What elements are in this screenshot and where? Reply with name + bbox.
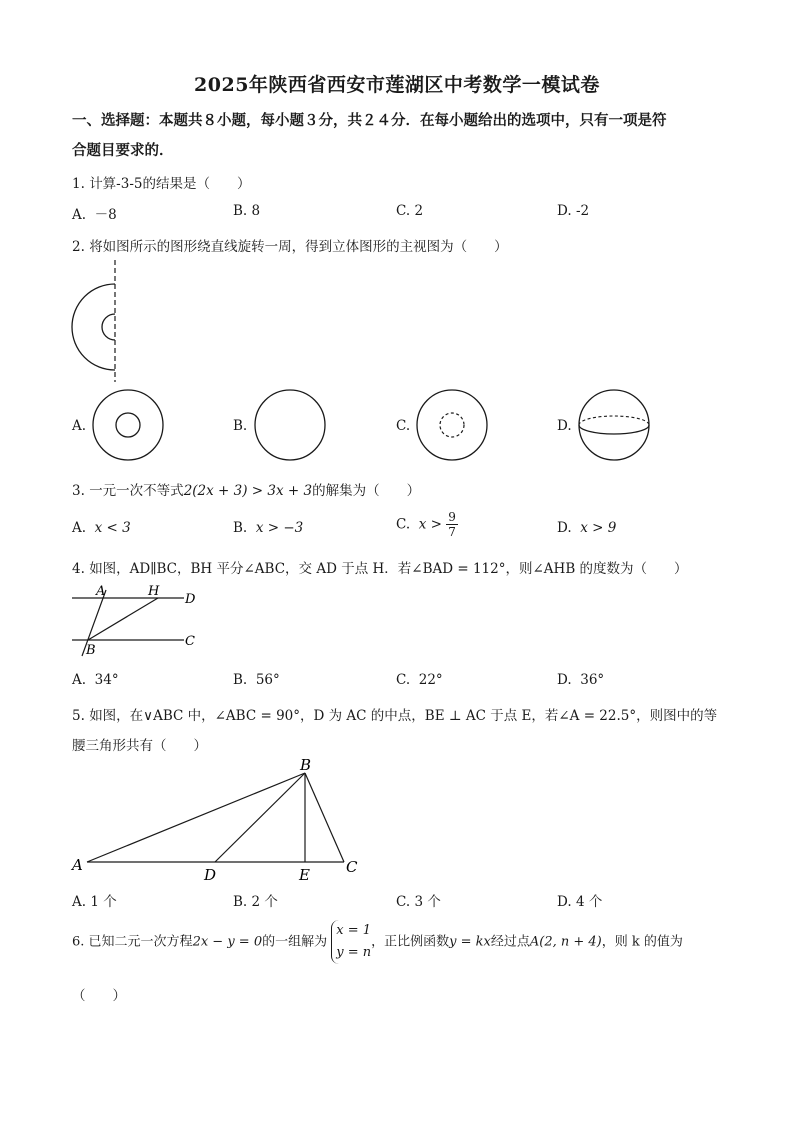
q3-option-d: D. x > 9 bbox=[557, 520, 617, 536]
inner-semicircle bbox=[102, 314, 115, 340]
q3-option-b: B. x > −3 bbox=[233, 520, 304, 536]
q5-triangle-figure bbox=[68, 754, 368, 884]
question-number: 4. bbox=[72, 561, 85, 577]
outer-circle bbox=[417, 390, 487, 460]
section-header-line-2: 合题目要求的． bbox=[72, 142, 174, 159]
q2-option-a-figure bbox=[90, 388, 166, 462]
equation-system: x = 1 y = n bbox=[331, 920, 371, 964]
question-6-stem-line-2: （ ） bbox=[72, 988, 126, 1004]
q5-option-a: A. 1 个 bbox=[72, 894, 117, 910]
q5-option-d: D. 4 个 bbox=[557, 894, 603, 910]
label-d: D bbox=[185, 592, 196, 607]
q4-option-d: D. 36° bbox=[557, 672, 605, 688]
question-number: 6. bbox=[72, 934, 85, 950]
label-b: B bbox=[86, 643, 96, 658]
dashed-inner-circle bbox=[440, 413, 464, 437]
label-h: H bbox=[148, 584, 160, 599]
fraction-nine-sevenths: $\frac{9}{7}$ bbox=[448, 510, 456, 539]
q2-option-c-figure bbox=[414, 388, 490, 462]
q2-option-b-label: B. bbox=[233, 418, 248, 434]
q2-option-a-label: A. bbox=[72, 418, 87, 434]
question-number: 1. bbox=[72, 176, 85, 192]
label-d: D bbox=[204, 866, 217, 884]
label-c: C bbox=[185, 634, 195, 649]
outer-circle bbox=[93, 390, 163, 460]
q4-option-a: A. 34° bbox=[72, 672, 119, 688]
q1-option-a: A. －8 bbox=[72, 207, 117, 223]
question-text: 将如图所示的图形绕直线旋转一周，得到立体图形的主视图为（ ） bbox=[89, 239, 508, 255]
q5-option-c: C. 3 个 bbox=[396, 894, 441, 910]
segment-bc bbox=[305, 773, 344, 862]
section-header bbox=[72, 106, 732, 166]
q2-option-c-label: C. bbox=[396, 418, 411, 434]
segment-bh bbox=[88, 598, 158, 640]
point-a: A(2, n + 4) bbox=[529, 934, 602, 950]
question-number: 2. bbox=[72, 239, 85, 255]
sphere-outline bbox=[579, 390, 649, 460]
q5-option-b: B. 2 个 bbox=[233, 894, 278, 910]
q2-rotation-figure bbox=[68, 260, 128, 384]
q2-option-d-label: D. bbox=[557, 418, 572, 434]
question-text: 如图，AD∥BC，BH 平分∠ABC，交 AD 于点 H．若∠BAD = 112°，则∠AHB 的度数为（ ） bbox=[89, 561, 688, 577]
question-2-stem bbox=[72, 235, 508, 255]
q1-option-c: C. 2 bbox=[396, 203, 424, 219]
question-text: 如图，在∨ABC 中，∠ABC = 90°，D 为 AC 的中点，BE ⊥ AC 于点 E，若∠A = 22.5°，则图中的等 bbox=[89, 708, 718, 724]
question-number: 3. bbox=[72, 483, 85, 499]
question-text: 计算-3-5的结果是（ ） bbox=[89, 176, 251, 192]
label-a: A bbox=[72, 856, 83, 874]
q2-option-d-figure bbox=[576, 388, 652, 462]
inner-circle bbox=[116, 413, 140, 437]
question-4-stem bbox=[72, 557, 688, 577]
question-number: 5. bbox=[72, 708, 85, 724]
q1-option-b: B. 8 bbox=[233, 203, 261, 219]
outer-semicircle bbox=[72, 284, 115, 370]
question-6-stem: 6. 已知二元一次方程2x − y = 0的一组解为 x = 1 y = n ，正比例函数y = kx经过点A(2, n + 4)，则 k 的值为 bbox=[72, 920, 683, 964]
q4-parallel-figure bbox=[68, 582, 208, 660]
outer-circle bbox=[255, 390, 325, 460]
equator-front bbox=[579, 425, 649, 434]
question-5-stem-line-2: 腰三角形共有（ ） bbox=[72, 738, 207, 754]
equation: 2x − y = 0 bbox=[192, 934, 263, 950]
question-1-stem bbox=[72, 172, 251, 192]
q3-option-c: C. x > $\frac{9}{7}$ bbox=[396, 510, 456, 539]
equator-back bbox=[579, 416, 649, 425]
question-3-stem: 3. 一元一次不等式2(2x + 3) > 3x + 3的解集为（ ） bbox=[72, 483, 421, 499]
exam-title: 2025年陕西省西安市莲湖区中考数学一模试卷 bbox=[194, 74, 600, 96]
label-b: B bbox=[300, 756, 312, 774]
q4-option-b: B. 56° bbox=[233, 672, 280, 688]
linear-function: y = kx bbox=[449, 934, 491, 950]
label-c: C bbox=[346, 858, 358, 876]
q4-option-c: C. 22° bbox=[396, 672, 443, 688]
section-header-line-1: 一、选择题：本题共８小题，每小题３分，共２４分．在每小题给出的选项中，只有一项是符 bbox=[72, 112, 667, 129]
label-a: A bbox=[96, 584, 106, 599]
q3-option-a: A. x < 3 bbox=[72, 520, 131, 536]
label-e: E bbox=[299, 866, 310, 884]
q1-option-d: D. -2 bbox=[557, 203, 590, 219]
q2-option-b-figure bbox=[252, 388, 328, 462]
question-5-stem bbox=[72, 704, 717, 724]
inequality: 2(2x + 3) > 3x + 3 bbox=[183, 483, 313, 499]
segment-bd bbox=[215, 773, 305, 862]
segment-ab bbox=[87, 773, 305, 862]
